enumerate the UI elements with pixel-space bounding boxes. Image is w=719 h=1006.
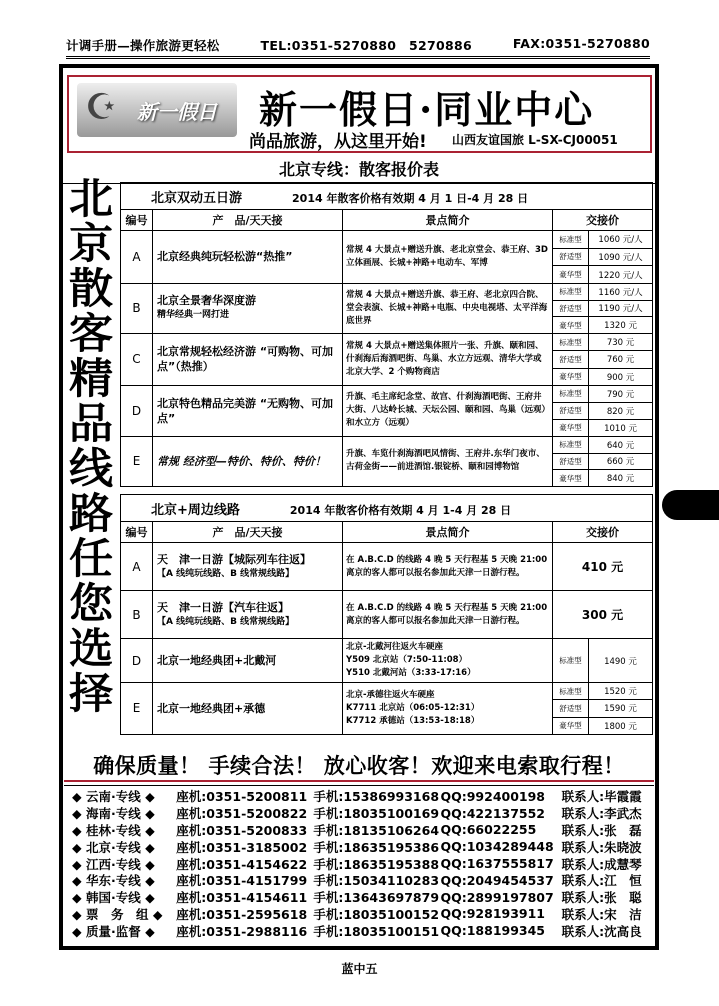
contact-phone: 座机:0351-2595618	[176, 906, 308, 922]
contact-qq: QQ:422137552	[440, 805, 545, 821]
contact-qq: QQ:2899197807	[440, 889, 554, 905]
contact-row	[72, 872, 656, 889]
row-intro: 常规 4 大景点+赠送升旗、老北京堂会、恭王府、3D 立体画展、长城+神路+电动车、军博	[343, 231, 553, 284]
col-price: 交接价	[553, 210, 653, 231]
vertical-title	[65, 176, 117, 716]
logo-text: 新一假日	[137, 100, 217, 124]
vertical-char: 您	[68, 579, 114, 628]
level-price: 790 元	[589, 385, 653, 402]
vertical-char: 选	[68, 624, 114, 673]
row-intro: 在 A.B.C.D 的线路 4 晚 5 天行程基 5 天晚 21:00 离京的客人都可以报名参加此天津一日游行程。	[343, 543, 553, 591]
row-product	[153, 231, 343, 284]
page-header	[66, 36, 650, 59]
level-label: 标准型	[553, 231, 589, 249]
contact-qq: QQ:66022255	[440, 822, 537, 838]
contact-mobile: 手机:18035100169	[313, 806, 440, 822]
contact-person: 联系人:宋 洁	[561, 906, 642, 922]
table-row	[121, 283, 653, 300]
level-label: 标准型	[553, 436, 589, 453]
level-price: 1010 元	[589, 419, 653, 436]
vertical-char: 品	[68, 399, 114, 448]
contact-row	[72, 805, 656, 822]
level-label: 舒适型	[553, 402, 589, 419]
row-code: C	[121, 333, 153, 385]
contact-qq: QQ:928193911	[440, 906, 545, 922]
contact-mobile: 手机:18635195386	[313, 839, 440, 855]
row-code: E	[121, 436, 153, 486]
contact-row	[72, 906, 656, 923]
level-label: 舒适型	[553, 453, 589, 470]
row-product: 北京一地经典团+北戴河	[153, 639, 343, 683]
col-code: 编号	[121, 210, 153, 231]
product-name: 北京全景奢华深度游	[157, 294, 256, 308]
intro-line: Y509 北京站（7:50-11:08）	[346, 655, 468, 665]
vertical-char: 任	[68, 534, 114, 583]
vertical-char: 北	[68, 174, 114, 223]
level-label: 标准型	[553, 385, 589, 402]
table-row	[121, 683, 653, 700]
level-price: 1520 元	[589, 683, 653, 700]
chapter-tab	[662, 490, 719, 520]
contact-row	[72, 922, 656, 939]
level-price: 1090 元/人	[589, 248, 653, 266]
page-footer: 蓝中五	[341, 962, 378, 976]
crescent-star-icon: ☪	[85, 87, 118, 128]
contact-person: 联系人:张 聪	[561, 890, 642, 906]
contact-line: ◆ 韩国·专线 ◆	[72, 890, 155, 906]
table-group-header	[121, 183, 653, 210]
vertical-char: 京	[68, 219, 114, 268]
row-intro: 升旗、毛主席纪念堂、故宫、什刹海酒吧街、王府井大街、八达岭长城、天坛公园、颐和园、鸟巢（远观）和水立方（远观）	[343, 385, 553, 436]
contact-person: 联系人:朱晓波	[561, 839, 642, 855]
banner-license: 山西友谊国旅 L-SX-CJ00051	[452, 133, 618, 147]
header-tel: TEL:0351-5270880 5270886	[260, 38, 472, 53]
level-label: 豪华型	[553, 717, 589, 734]
banner-slogan: 尚品旅游，从这里开始!	[249, 132, 427, 152]
row-product: 北京一地经典团+承德	[153, 683, 343, 735]
vertical-char: 精	[68, 354, 114, 403]
vertical-char: 散	[68, 264, 114, 313]
contact-row	[72, 889, 656, 906]
level-price: 1190 元/人	[589, 300, 653, 317]
level-label: 舒适型	[553, 248, 589, 266]
product-name: 天 津一日游【城际列车往返】	[157, 552, 311, 566]
level-price: 1320 元	[589, 317, 653, 334]
contact-person: 联系人:毕霞霞	[561, 789, 642, 805]
level-price: 730 元	[589, 333, 653, 350]
table-row	[121, 591, 653, 639]
divider	[64, 780, 654, 782]
vertical-char: 择	[68, 669, 114, 718]
contact-qq: QQ:1637555817	[440, 856, 554, 872]
col-product: 产 品/天天接	[153, 210, 343, 231]
product-sub: 【A 线纯玩线路、B 线常规线路】	[157, 616, 295, 627]
contact-line: ◆ 票 务 组 ◆	[72, 906, 163, 922]
col-code: 编号	[121, 522, 153, 543]
table-row	[121, 333, 653, 350]
row-product	[153, 543, 343, 591]
col-product: 产 品/天天接	[153, 522, 343, 543]
contact-line: ◆ 海南·专线 ◆	[72, 806, 155, 822]
level-price: 760 元	[589, 351, 653, 368]
contact-mobile: 手机:18135106264	[313, 823, 440, 838]
row-intro	[343, 639, 553, 683]
row-intro: 常规 4 大景点+赠送升旗、恭王府、老北京四合院、堂会表演、长城+神路+电瓶、中央电视塔、太平洋海底世界	[343, 283, 553, 333]
row-code: E	[121, 683, 153, 735]
contact-mobile: 手机:15034110283	[313, 873, 440, 889]
group-name: 北京+周边线路	[151, 502, 240, 518]
product-sub: 精华经典一网打进	[157, 310, 230, 321]
level-price: 1490 元	[589, 639, 653, 683]
intro-line: K7711 北京站（06:05-12:31）	[346, 702, 480, 713]
contact-row	[72, 838, 656, 855]
contact-mobile: 手机:13643697879	[313, 890, 440, 906]
level-label: 舒适型	[553, 700, 589, 717]
level-label: 豪华型	[553, 419, 589, 436]
contact-mobile: 手机:18635195388	[313, 856, 440, 872]
contact-person: 联系人:沈高良	[561, 923, 642, 939]
row-product	[153, 385, 343, 436]
header-fax: FAX:0351-5270880	[512, 36, 650, 51]
row-intro: 在 A.B.C.D 的线路 4 晚 5 天行程基 5 天晚 21:00 离京的客人都可以报名参加此天津一日游行程。	[343, 591, 553, 639]
contact-phone: 座机:0351-5200833	[176, 823, 308, 838]
banner	[67, 75, 652, 153]
table-row	[121, 385, 653, 402]
row-code: B	[121, 283, 153, 333]
row-code: D	[121, 385, 153, 436]
validity-text: 2014 年散客价格有效期 4 月 1-4 月 28 日	[289, 503, 512, 517]
table-row	[121, 436, 653, 453]
intro-line: 北京-承德往返火车硬座	[346, 689, 435, 700]
level-price: 1160 元/人	[589, 283, 653, 300]
section-title: 北京专线：散客报价表	[63, 156, 655, 184]
motto: 确保质量！ 手续合法！ 放心收客！欢迎来电索取行程！	[64, 750, 654, 786]
level-label: 豪华型	[553, 470, 589, 487]
contact-qq: QQ:992400198	[440, 788, 545, 804]
contact-line: ◆ 云南·专线 ◆	[72, 789, 155, 805]
row-product	[153, 333, 343, 385]
vertical-char: 客	[68, 309, 114, 358]
level-price: 660 元	[589, 453, 653, 470]
level-price: 1220 元/人	[589, 266, 653, 284]
level-label: 标准型	[553, 283, 589, 300]
row-intro: 升旗、车览什刹海酒吧风情街、王府井.东华门夜市、古荷金街——前进酒馆.银锭桥、颐和园博物馆	[343, 436, 553, 486]
contact-phone: 座机:0351-4151799	[176, 873, 308, 889]
surrounding-tour-table	[120, 494, 653, 735]
level-price: 1060 元/人	[589, 231, 653, 249]
vertical-char: 线	[68, 444, 114, 493]
vertical-char: 路	[68, 489, 114, 538]
group-name: 北京双动五日游	[151, 190, 243, 206]
contact-mobile: 手机:18035100152	[313, 906, 440, 922]
col-intro: 景点简介	[343, 210, 553, 231]
row-price: 300 元	[553, 591, 653, 639]
col-price: 交接价	[553, 522, 653, 543]
contact-line: ◆ 江西·专线 ◆	[72, 856, 155, 872]
row-product	[153, 436, 343, 486]
contact-phone: 座机:0351-2988116	[176, 923, 308, 939]
level-price: 820 元	[589, 402, 653, 419]
contact-row	[72, 788, 656, 805]
row-price: 410 元	[553, 543, 653, 591]
table-group-header	[121, 495, 653, 522]
level-label: 标准型	[553, 639, 589, 683]
banner-title: 新一假日·同业中心	[259, 87, 595, 132]
level-label: 舒适型	[553, 351, 589, 368]
level-price: 900 元	[589, 368, 653, 385]
contact-phone: 座机:0351-3185002	[176, 839, 308, 855]
product-name: 北京经典纯玩轻松游“热推”	[157, 250, 293, 264]
contact-phone: 座机:0351-5200822	[176, 806, 308, 822]
row-intro: 常规 4 大景点+赠送集体照片一张、升旗、颐和园、什刹海后海酒吧街、鸟巢、水立方远观、清华大学或北京大学、2 个购物商店	[343, 333, 553, 385]
contact-person: 联系人:江 恒	[561, 873, 642, 889]
contact-line: ◆ 桂林·专线 ◆	[72, 823, 155, 838]
level-label: 豪华型	[553, 266, 589, 284]
col-intro: 景点简介	[343, 522, 553, 543]
contact-line: ◆ 北京·专线 ◆	[72, 839, 155, 855]
level-label: 标准型	[553, 683, 589, 700]
contact-phone: 座机:0351-4154611	[176, 890, 308, 906]
level-label: 豪华型	[553, 368, 589, 385]
header-slogan: 计调手册—操作旅游更轻松	[66, 38, 220, 53]
contact-phone: 座机:0351-4154622	[176, 856, 308, 872]
intro-line: K7712 承德站（13:53-18:18）	[346, 715, 480, 726]
row-code: A	[121, 231, 153, 284]
product-name: 天 津一日游【汽车往返】	[157, 600, 289, 614]
company-logo	[77, 83, 237, 137]
table-row	[121, 639, 653, 683]
level-price: 840 元	[589, 470, 653, 487]
product-name: 北京常规轻松经济游 “可购物、可加点”（热推）	[157, 345, 334, 374]
contact-row	[72, 855, 656, 872]
product-name: 常规 经济型—特价、特价、特价！	[157, 454, 326, 468]
contact-line: ◆ 质量·监督 ◆	[72, 923, 155, 939]
row-code: B	[121, 591, 153, 639]
row-product	[153, 591, 343, 639]
row-intro	[343, 683, 553, 735]
level-price: 1800 元	[589, 717, 653, 734]
contact-qq: QQ:2049454537	[440, 872, 554, 888]
level-label: 豪华型	[553, 317, 589, 334]
contact-phone: 座机:0351-5200811	[176, 789, 308, 805]
contact-person: 联系人:李武杰	[561, 806, 642, 822]
table-row	[121, 543, 653, 591]
product-name: 北京特色精品完美游 “无购物、可加点”	[157, 396, 334, 425]
row-product	[153, 283, 343, 333]
product-sub: 【A 线纯玩线路、B 线常规线路】	[157, 568, 295, 579]
intro-line: Y510 北戴河站（3:33-17:16）	[346, 668, 476, 678]
table-row	[121, 231, 653, 249]
contact-qq: QQ:188199345	[440, 923, 545, 939]
contact-list	[72, 788, 656, 939]
row-code: D	[121, 639, 153, 683]
contact-mobile: 手机:15386993168	[313, 789, 440, 805]
contact-row	[72, 822, 656, 839]
contact-person: 联系人:张 磊	[561, 823, 642, 838]
intro-line: 北京-北戴河往返火车硬座	[346, 642, 444, 652]
contact-person: 联系人:成慧琴	[561, 856, 642, 872]
contact-qq: QQ:1034289448	[440, 839, 554, 855]
contact-mobile: 手机:18035100151	[313, 923, 440, 939]
row-code: A	[121, 543, 153, 591]
level-label: 标准型	[553, 333, 589, 350]
level-price: 1590 元	[589, 700, 653, 717]
validity-text: 2014 年散客价格有效期 4 月 1 日-4 月 28 日	[292, 191, 529, 205]
contact-line: ◆ 华东·专线 ◆	[72, 873, 155, 889]
level-price: 640 元	[589, 436, 653, 453]
beijing-tour-table	[120, 182, 653, 487]
level-label: 舒适型	[553, 300, 589, 317]
